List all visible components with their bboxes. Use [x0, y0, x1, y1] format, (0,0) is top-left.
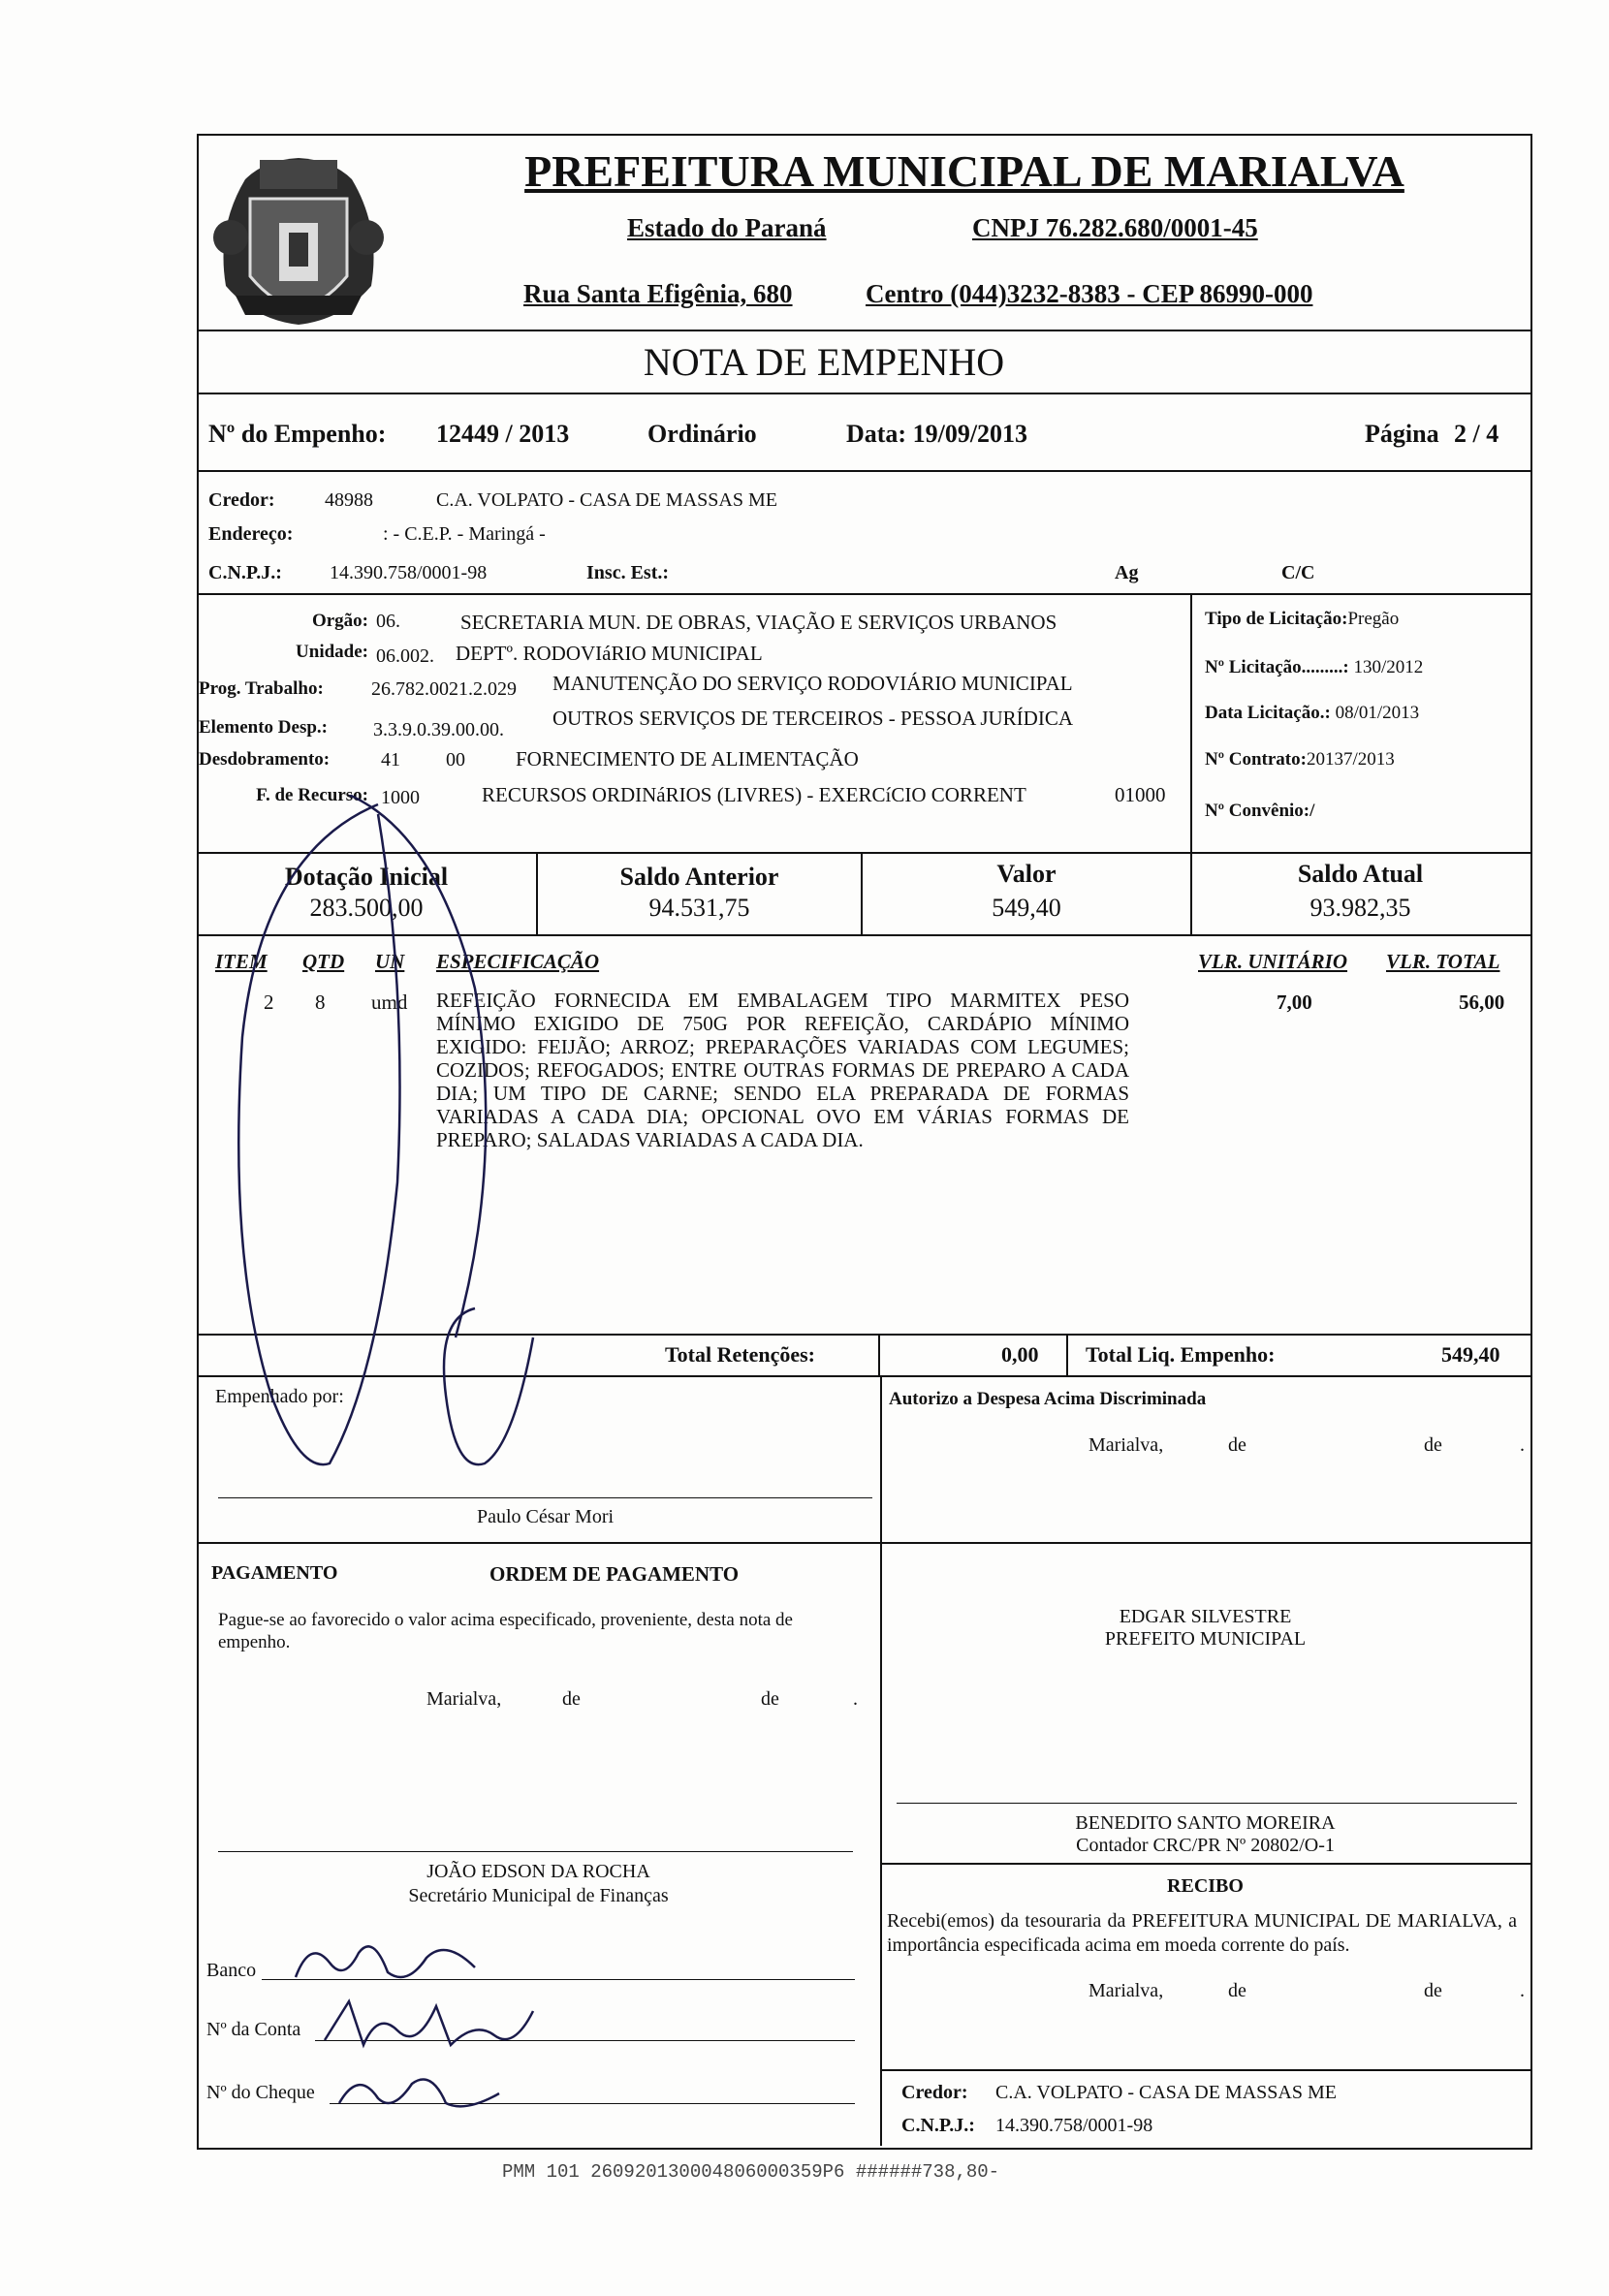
retencoes-value: 0,00	[1001, 1342, 1039, 1367]
prefeito-title: PREFEITO MUNICIPAL	[1104, 1628, 1307, 1650]
recibo-cnpj-label: C.N.P.J.:	[901, 2115, 975, 2136]
licitacao-date-label: Data Licitação.: 08/01/2013	[1205, 703, 1420, 723]
conta-signature	[320, 1992, 543, 2060]
header-contact: Centro (044)3232-8383 - CEP 86990-000	[866, 279, 1313, 308]
saldo-atual-value: 93.982,35	[1309, 894, 1411, 922]
header-cnpj: CNPJ 76.282.680/0001-45	[972, 213, 1258, 242]
item-un: umd	[371, 991, 408, 1014]
saldo-anterior-value: 94.531,75	[648, 894, 750, 922]
page-title: PREFEITURA MUNICIPAL DE MARIALVA	[524, 146, 1404, 196]
autorizo-de-1: de	[1228, 1434, 1246, 1456]
desdobramento-name: FORNECIMENTO DE ALIMENTAÇÃO	[516, 747, 859, 771]
banco-signature	[291, 1934, 485, 1992]
ordem-de-2: de	[761, 1688, 779, 1710]
unidade-code: 06.002.	[376, 645, 434, 667]
pague-text: Pague-se ao favorecido o valor acima especificado, proveniente, desta nota de empenho.	[218, 1610, 793, 1652]
coat-of-arms-logo	[206, 141, 391, 334]
cc-label: C/C	[1281, 562, 1315, 583]
endereco-value: : - C.E.P. - Maringá -	[383, 523, 546, 545]
empenho-number: 12449 / 2013	[436, 420, 570, 448]
document-title: NOTA DE EMPENHO	[643, 340, 1005, 384]
elemento-name: OUTROS SERVIÇOS DE TERCEIROS - PESSOA JURÍDICA	[552, 707, 1074, 730]
item-number: 2	[264, 991, 274, 1014]
item-total: 56,00	[1459, 991, 1505, 1014]
unidade-label: Unidade:	[296, 642, 368, 662]
empenhado-label: Empenhado por:	[215, 1386, 344, 1407]
prog-label: Prog. Trabalho:	[199, 678, 324, 699]
recurso-label: F. de Recurso:	[256, 785, 368, 805]
item-header: ITEM	[215, 950, 268, 973]
total-liquido-value: 549,40	[1441, 1342, 1500, 1367]
desdobramento-label: Desdobramento:	[199, 749, 331, 770]
recibo-cnpj-value: 14.390.758/0001-98	[995, 2115, 1153, 2136]
recurso-name: RECURSOS ORDINáRIOS (LIVRES) - EXERCíCIO CORRENT	[482, 783, 1026, 806]
recibo-period: .	[1520, 1980, 1525, 2001]
orgao-label: Orgão:	[311, 611, 368, 631]
recibo-text: Recebi(emos) da tesouraria da PREFEITURA MUNICIPAL DE MARIALVA, a importância especificada acima em moeda corrente do país.	[887, 1910, 1517, 1956]
handwritten-signature	[223, 795, 659, 1493]
dotacao-value: 283.500,00	[309, 894, 424, 922]
credor-code: 48988	[325, 489, 373, 511]
pagamento-title: PAGAMENTO	[211, 1562, 338, 1584]
elemento-code: 3.3.9.0.39.00.00.	[373, 719, 504, 740]
item-qtd: 8	[315, 991, 326, 1014]
secretario-title: Secretário Municipal de Finanças	[408, 1885, 669, 1906]
recibo-place: Marialva,	[1088, 1980, 1164, 2001]
recurso-code: 1000	[381, 787, 420, 808]
credor-label: Credor:	[208, 489, 275, 511]
empenho-type: Ordinário	[647, 420, 757, 448]
dotacao-label: Dotação Inicial	[284, 863, 449, 891]
ordem-pagamento-title: ORDEM DE PAGAMENTO	[489, 1562, 740, 1586]
ordem-period: .	[853, 1688, 858, 1710]
cheque-label: Nº do Cheque	[206, 2082, 315, 2103]
page-label: Página	[1365, 420, 1439, 448]
spec-header: ESPECIFICAÇÃO	[436, 950, 600, 973]
unit-price-header: VLR. UNITÁRIO	[1198, 950, 1348, 973]
cnpj-value: 14.390.758/0001-98	[330, 562, 488, 583]
item-unit-price: 7,00	[1277, 991, 1312, 1014]
saldo-anterior-label: Saldo Anterior	[619, 863, 779, 891]
secretario-name: JOÃO EDSON DA ROCHA	[426, 1861, 650, 1882]
recibo-de-1: de	[1228, 1980, 1246, 2001]
unidade-name: DEPTº. RODOVIáRIO MUNICIPAL	[456, 642, 763, 665]
cheque-signature	[334, 2064, 509, 2118]
footer-code: PMM 101 260920130004806000359P6 ######738,80-	[502, 2161, 1000, 2183]
qtd-header: QTD	[302, 950, 345, 973]
contador-name: BENEDITO SANTO MOREIRA	[1075, 1812, 1336, 1834]
total-header: VLR. TOTAL	[1386, 950, 1500, 973]
licitacao-number-label: Nº Licitação.........: 130/2012	[1205, 657, 1424, 677]
page-number: 2 / 4	[1454, 420, 1499, 448]
endereco-label: Endereço:	[208, 523, 294, 545]
recibo-title: RECIBO	[1167, 1875, 1244, 1897]
header-address: Rua Santa Efigênia, 680	[523, 279, 793, 308]
ag-label: Ag	[1115, 562, 1139, 583]
empenho-date: Data: 19/09/2013	[846, 420, 1028, 448]
conta-label: Nº da Conta	[206, 2019, 301, 2040]
desdobramento-sub: 00	[446, 749, 465, 771]
contrato-label: Nº Contrato:20137/2013	[1205, 749, 1395, 770]
saldo-atual-label: Saldo Atual	[1297, 860, 1424, 888]
recibo-credor-name: C.A. VOLPATO - CASA DE MASSAS ME	[995, 2082, 1337, 2103]
licitacao-type-label: Tipo de Licitação:Pregão	[1205, 609, 1400, 629]
recurso-number: 01000	[1115, 783, 1166, 806]
prog-code: 26.782.0021.2.029	[371, 678, 517, 700]
autorizo-de-2: de	[1424, 1434, 1442, 1456]
elemento-label: Elemento Desp.:	[199, 717, 328, 738]
ordem-de-1: de	[562, 1688, 581, 1710]
orgao-name: SECRETARIA MUN. DE OBRAS, VIAÇÃO E SERVIÇOS URBANOS	[460, 611, 1057, 634]
autorizo-place: Marialva,	[1088, 1434, 1164, 1456]
un-header: UN	[375, 950, 405, 973]
recibo-credor-label: Credor:	[901, 2082, 968, 2103]
valor-label: Valor	[996, 860, 1057, 888]
recibo-de-2: de	[1424, 1980, 1442, 2001]
orgao-code: 06.	[376, 611, 400, 632]
prog-name: MANUTENÇÃO DO SERVIÇO RODOVIÁRIO MUNICIPAL	[552, 672, 1073, 695]
empenhado-name: Paulo César Mori	[476, 1506, 615, 1527]
convenio-label: Nº Convênio:/	[1205, 801, 1315, 821]
banco-label: Banco	[206, 1960, 257, 1981]
contador-title: Contador CRC/PR Nº 20802/O-1	[1076, 1835, 1335, 1856]
total-liquido-label: Total Liq. Empenho:	[1086, 1342, 1276, 1367]
cnpj-label: C.N.P.J.:	[208, 562, 282, 583]
credor-name: C.A. VOLPATO - CASA DE MASSAS ME	[436, 489, 777, 511]
insc-label: Insc. Est.:	[586, 562, 670, 583]
retencoes-label: Total Retenções:	[665, 1342, 815, 1367]
state-name: Estado do Paraná	[627, 213, 827, 242]
autorizo-text: Autorizo a Despesa Acima Discriminada	[889, 1389, 1207, 1409]
valor-value: 549,40	[992, 894, 1061, 922]
empenho-number-label: Nº do Empenho:	[208, 420, 387, 448]
item-specification: REFEIÇÃO FORNECIDA EM EMBALAGEM TIPO MARMITEX PESO MÍNIMO EXIGIDO DE 750G POR REFEIÇÃO, CARDÁPIO MÍNIMO EXIGIDO: FEIJÃO; ARROZ; PREPARAÇÕES VARIADAS COM LEGUMES; COZIDOS; REFOGADOS; ENTRE OUTRAS FORMAS DE PREPARO A CADA DIA; UM TIPO DE CARNE; SENDO ELA PREPARADA DE FORMAS VARIADAS A CADA DIA; OPCIONAL OVO EM VÁRIAS FORMAS DE PREPARO; SALADAS VARIADAS A CADA DIA.	[436, 989, 1129, 1151]
ordem-place: Marialva,	[426, 1688, 502, 1710]
autorizo-period: .	[1520, 1434, 1525, 1456]
desdobramento-code: 41	[381, 749, 400, 771]
prefeito-name: EDGAR SILVESTRE	[1119, 1606, 1292, 1627]
